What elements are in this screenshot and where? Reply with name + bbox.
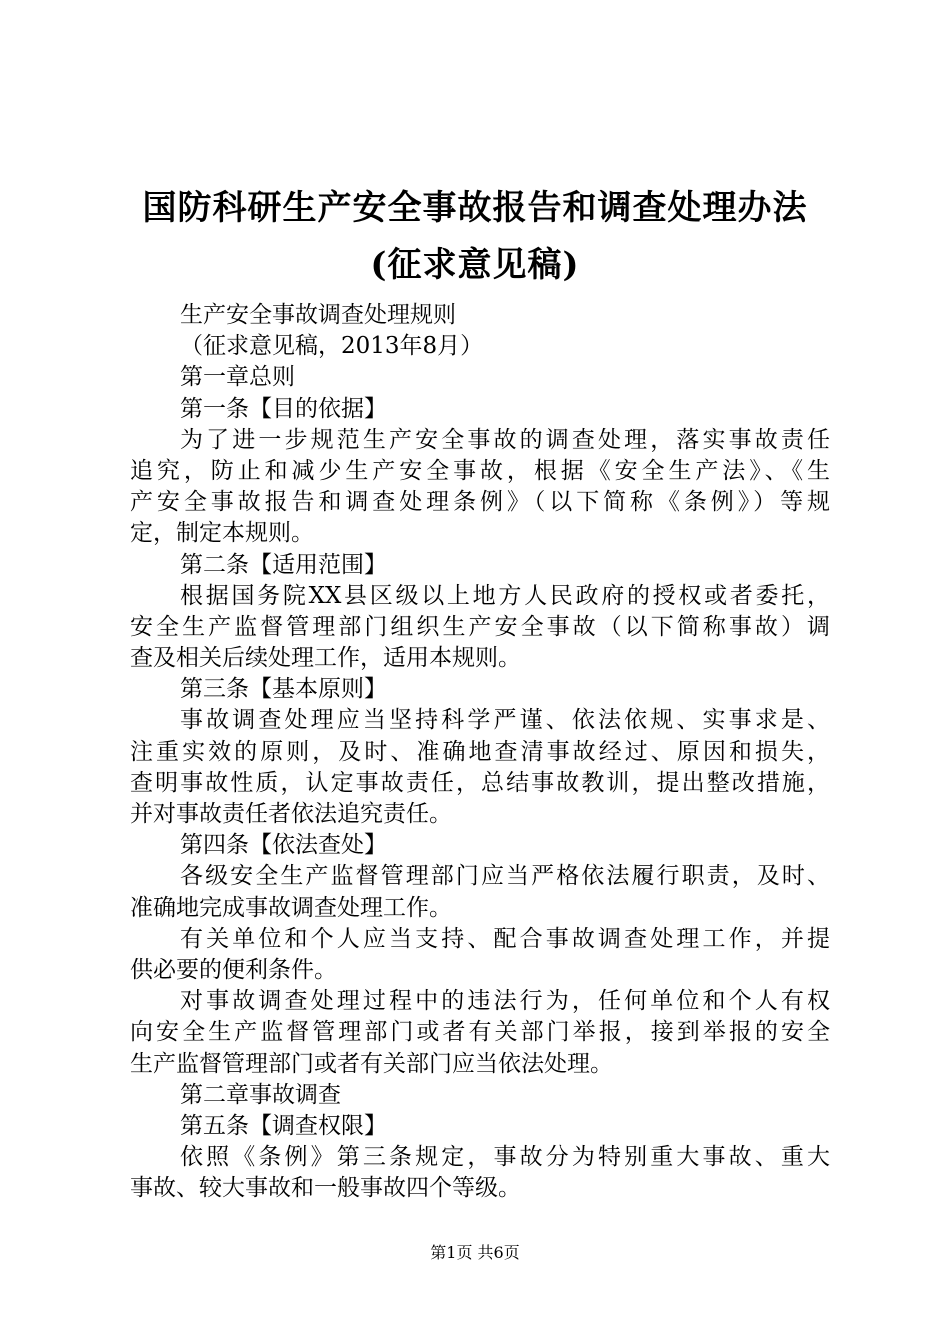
text-line: 定，制定本规则。 [130, 520, 314, 547]
text-line: 准确地完成事故调查处理工作。 [130, 894, 452, 921]
text-line: 为了进一步规范生产安全事故的调查处理，落实事故责任 [180, 426, 830, 453]
text-line: 注重实效的原则，及时、准确地查清事故经过、原因和损失， [130, 738, 830, 765]
text-line: 有关单位和个人应当支持、配合事故调查处理工作，并提 [180, 925, 830, 952]
text-line: 并对事故责任者依法追究责任。 [130, 801, 452, 827]
text-line: 事故调查处理应当坚持科学严谨、依法依规、实事求是、 [180, 707, 830, 734]
text-line: 查明事故性质，认定事故责任，总结事故教训，提出整改措施， [130, 769, 830, 796]
document-body [130, 300, 830, 1204]
text-line: 产安全事故报告和调查处理条例》（以下简称《条例》）等规 [130, 489, 830, 516]
chapter-heading: 第二章事故调查 [180, 1081, 341, 1108]
text-line: 查及相关后续处理工作，适用本规则。 [130, 645, 521, 672]
text-line: 依照《条例》第三条规定，事故分为特别重大事故、重大 [180, 1144, 830, 1171]
document-subtitle: (征求意见稿) [370, 245, 580, 285]
article-heading: 第二条【适用范围】 [180, 551, 387, 578]
text-line: （征求意见稿，2013年8月） [180, 333, 484, 360]
article-heading: 第一条【目的依据】 [180, 395, 387, 422]
document-title: 国防科研生产安全事故报告和调查处理办法 [142, 188, 808, 228]
text-line: 根据国务院XX县区级以上地方人民政府的授权或者委托， [180, 582, 830, 609]
text-line: 安全生产监督管理部门组织生产安全事故（以下简称事故）调 [130, 613, 830, 640]
chapter-heading: 第一章总则 [180, 364, 295, 391]
article-heading: 第四条【依法查处】 [180, 832, 387, 859]
text-line: 追究，防止和减少生产安全事故，根据《安全生产法》、《生 [130, 457, 830, 484]
page-footer: 第1页 共6页 [430, 1243, 520, 1262]
text-line: 对事故调查处理过程中的违法行为，任何单位和个人有权 [180, 988, 830, 1015]
text-line: 生产监督管理部门或者有关部门应当依法处理。 [130, 1050, 613, 1077]
article-heading: 第五条【调查权限】 [180, 1112, 387, 1139]
text-line: 供必要的便利条件。 [130, 956, 337, 983]
text-line: 向安全生产监督管理部门或者有关部门举报，接到举报的安全 [130, 1019, 830, 1046]
text-line: 事故、较大事故和一般事故四个等级。 [130, 1175, 521, 1202]
article-heading: 第三条【基本原则】 [180, 676, 387, 703]
text-line: 生产安全事故调查处理规则 [180, 302, 456, 328]
text-line: 各级安全生产监督管理部门应当严格依法履行职责，及时、 [180, 863, 830, 890]
